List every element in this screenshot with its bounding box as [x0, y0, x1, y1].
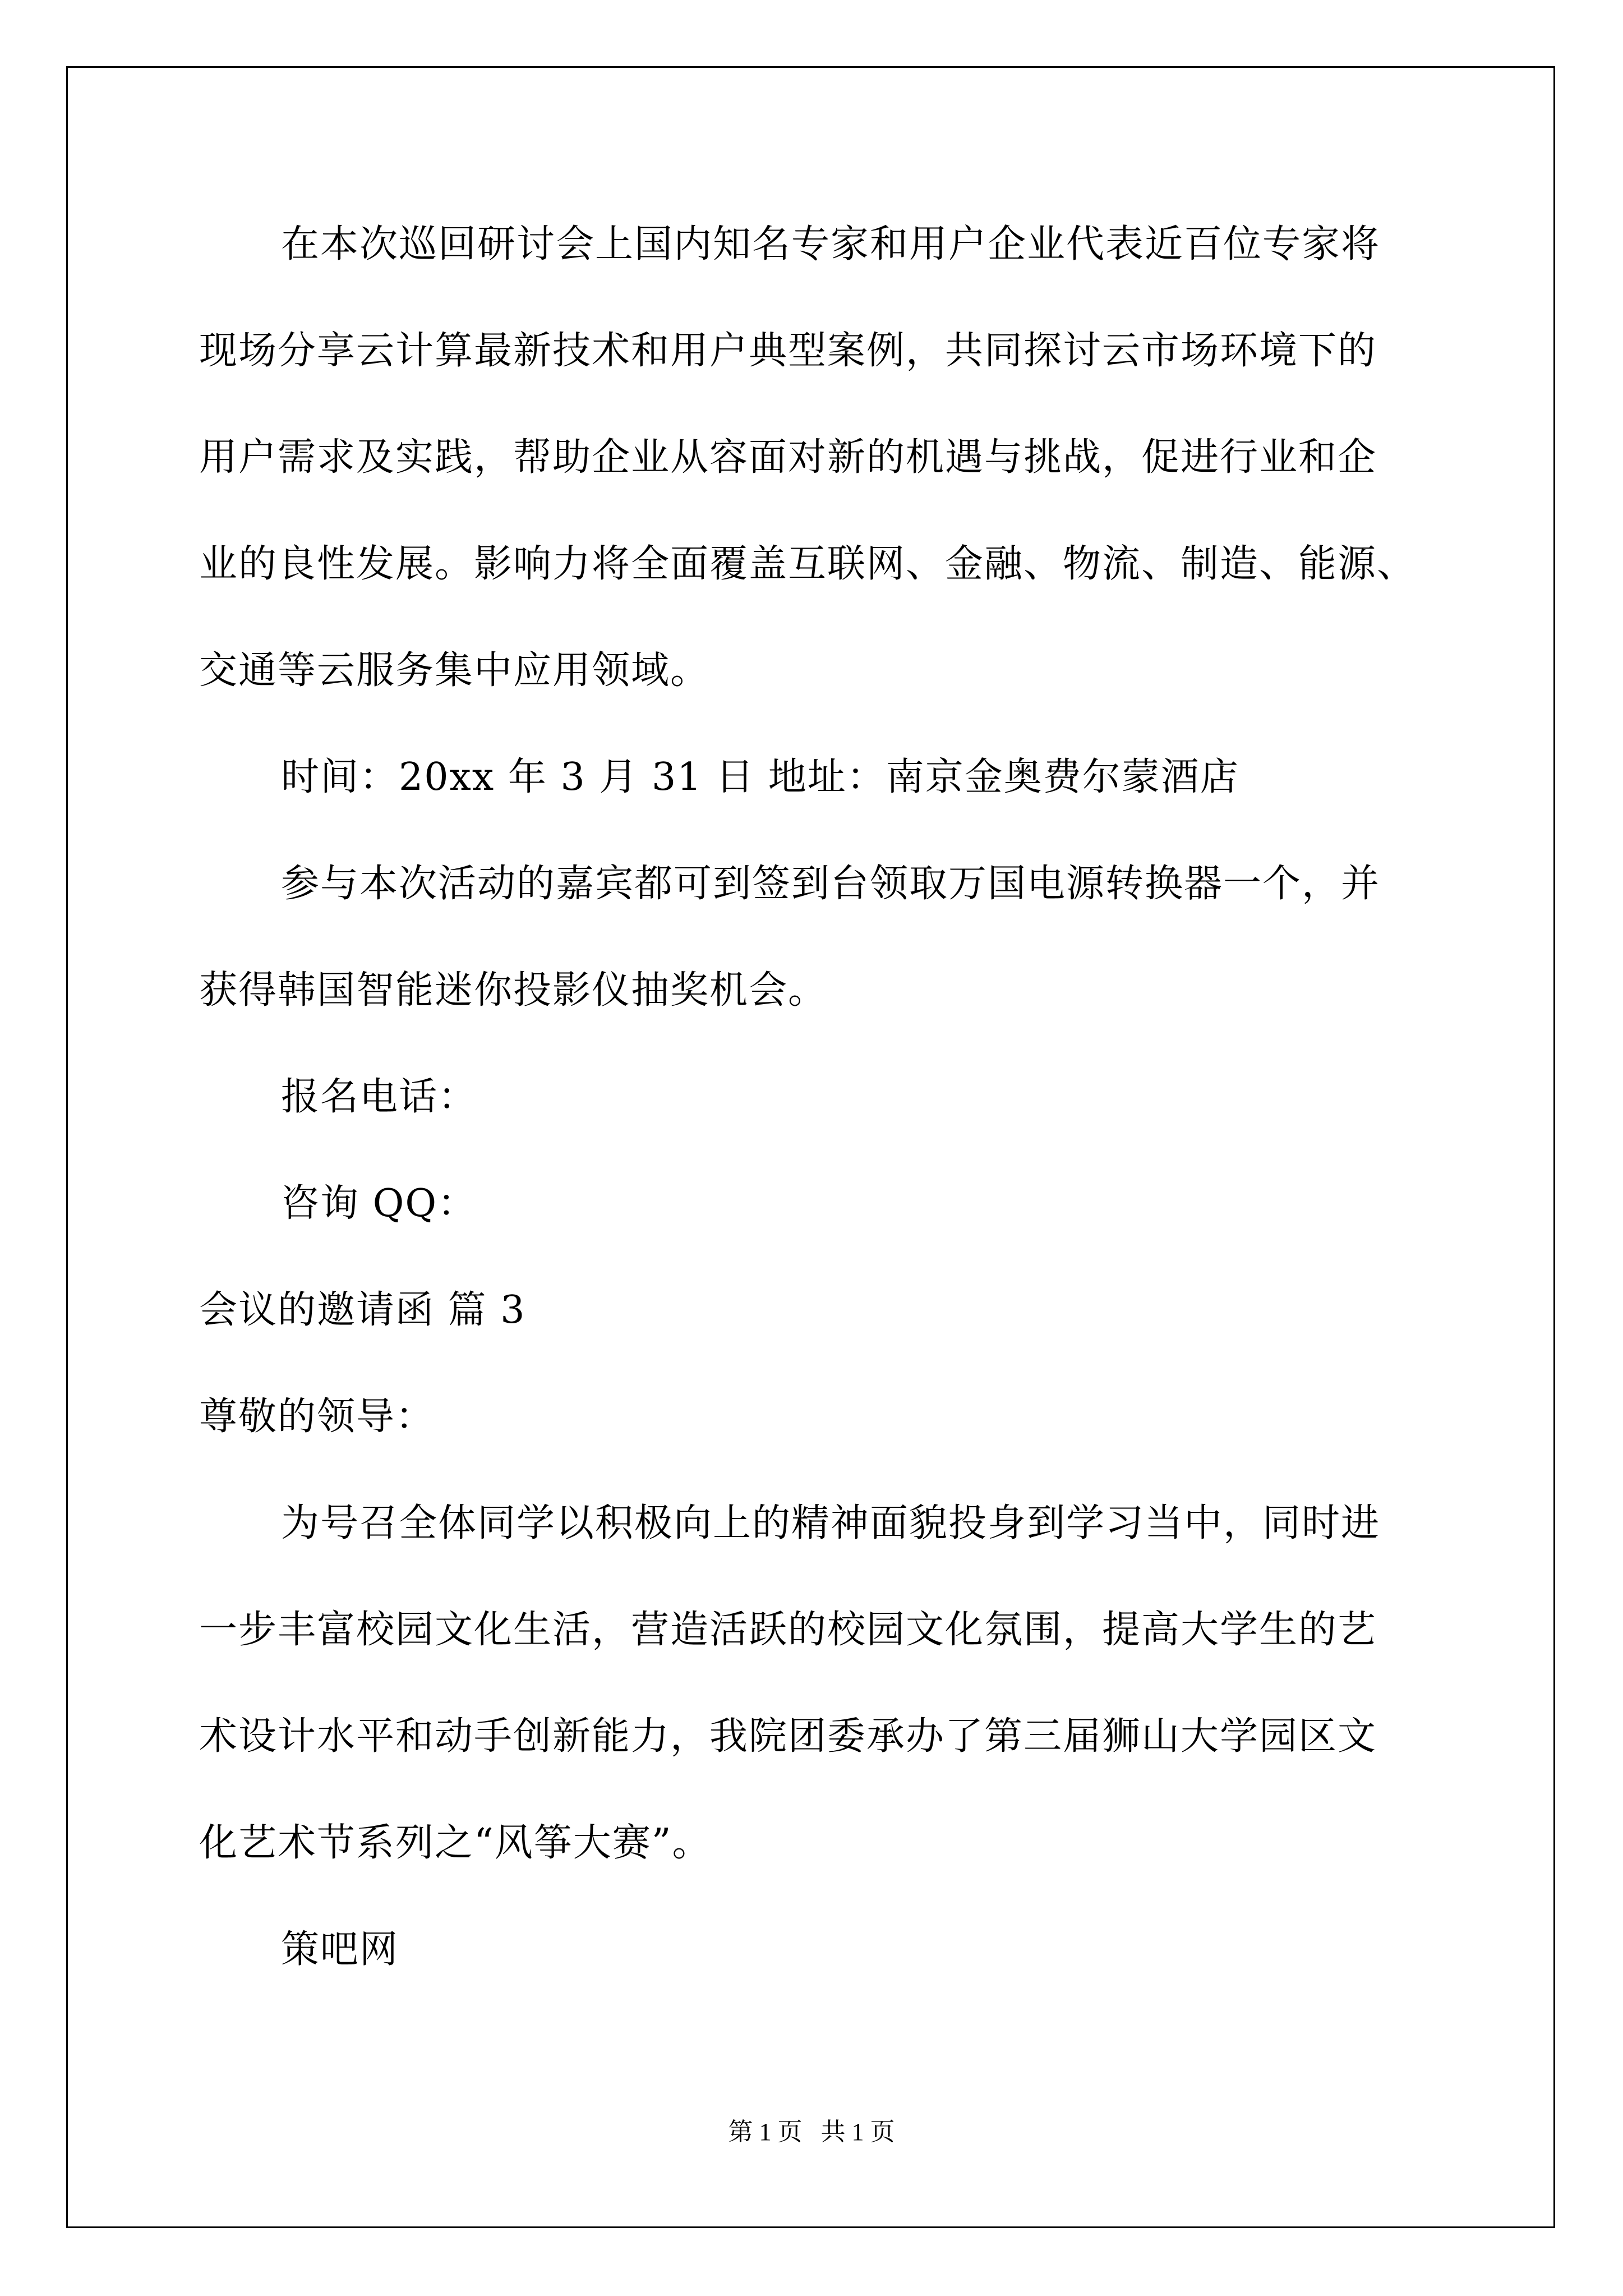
paragraph1-line-3: 用户需求及实践，帮助企业从容面对新的机遇与挑战，促进行业和企	[199, 435, 1377, 480]
qq-label: 咨询 QQ：	[281, 1181, 477, 1226]
gift-paragraph-line-2: 获得韩国智能迷你投影仪抽奖机会。	[199, 968, 828, 1013]
paragraph1-line-5: 交通等云服务集中应用领域。	[199, 648, 710, 693]
paragraph1-line-2: 现场分享云计算最新技术和用户典型案例，共同探讨云市场环境下的	[199, 329, 1377, 373]
paragraph1-line-1: 在本次巡回研讨会上国内知名专家和用户企业代表近百位专家将	[281, 222, 1381, 266]
gift-paragraph-line-1: 参与本次活动的嘉宾都可到签到台领取万国电源转换器一个，并	[281, 862, 1381, 906]
paragraph1-line-4: 业的良性发展。影响力将全面覆盖互联网、金融、物流、制造、能源、	[199, 542, 1417, 586]
time-address: 时间：20xx 年 3 月 31 日 地址：南京金奥费尔蒙酒店	[281, 755, 1239, 799]
paragraph2-line-1: 为号召全体同学以积极向上的精神面貌投身到学习当中，同时进	[281, 1501, 1381, 1545]
paragraph2-line-3: 术设计水平和动手创新能力，我院团委承办了第三届狮山大学园区文	[199, 1714, 1377, 1759]
paragraph2-line-4: 化艺术节系列之“风筝大赛”。	[199, 1821, 712, 1865]
section-heading: 会议的邀请函 篇 3	[199, 1288, 526, 1332]
paragraph2-line-2: 一步丰富校园文化生活，营造活跃的校园文化氛围，提高大学生的艺	[199, 1608, 1377, 1652]
page-border	[66, 66, 1555, 2228]
salutation: 尊敬的领导：	[199, 1395, 435, 1439]
page-footer: 第 1 页 共 1 页	[728, 2118, 895, 2146]
phone-label: 报名电话：	[281, 1075, 478, 1119]
source-text: 策吧网	[281, 1927, 399, 1972]
